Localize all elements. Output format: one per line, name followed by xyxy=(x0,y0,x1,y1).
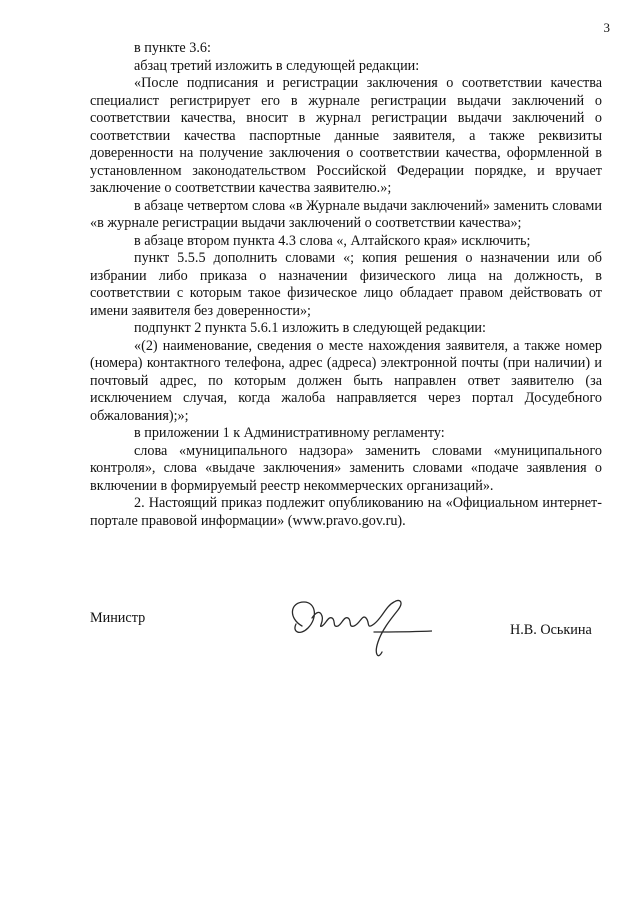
paragraph: слова «муниципального надзора» заменить словами «муниципального контроля», слова «выдаче заключения» заменить словами «подаче заявления о включении в формируемый реестр некоммерческих организаций». xyxy=(90,442,602,494)
paragraph: в пункте 3.6: xyxy=(134,40,211,56)
paragraph: «После подписания и регистрации заключения о соответствии качества специалист регистрирует его в журнале регистрации выдачи заключений о соответствии качества, вносит в журнал регистрации выдачи заключений о соответствии качества паспортные данные заявителя, а также реквизиты доверенности на получение заключения о соответствии качества, оформленной в установленном законодательством Российской Федерации порядке, и вручает заключение о соответствии качества заявителю.»; xyxy=(90,75,602,196)
paragraph: в абзаце четвертом слова «в Журнале выдачи заключений» заменить словами «в журнале регистрации выдачи заключений о соответствии качества»; xyxy=(90,197,602,231)
document-body xyxy=(90,40,602,530)
signatory-name: Н.В. Оськина xyxy=(510,622,592,638)
page-number: 3 xyxy=(603,20,610,35)
paragraph: абзац третий изложить в следующей редакции: xyxy=(134,57,420,74)
paragraph: в абзаце втором пункта 4.3 слова «, Алтайского края» исключить; xyxy=(134,232,531,249)
handwritten-signature-icon xyxy=(282,588,432,668)
paragraph: 2. Настоящий приказ подлежит опубликованию на «Официальном интернет-портале правовой информации» (www.pravo.gov.ru). xyxy=(90,495,602,529)
paragraph: подпункт 2 пункта 5.6.1 изложить в следующей редакции: xyxy=(134,320,486,336)
paragraph: пункт 5.5.5 дополнить словами «; копия решения о назначении или об избрании либо приказа о назначении физического лица на должность, в соответствии с которым такое физическое лицо обладает правом действовать от имени заявителя без доверенности»; xyxy=(90,250,602,319)
paragraph: в приложении 1 к Административному регламенту: xyxy=(134,425,445,441)
paragraph: «(2) наименование, сведения о месте нахождения заявителя, а также номер (номера) контактного телефона, адрес (адреса) электронной почты (при наличии) и почтовый адрес, по которым должен быть направлен ответ заявителю (за исключением случая, когда жалоба направляется через портал Досудебного обжалования);»; xyxy=(90,337,602,424)
signatory-role: Министр xyxy=(90,610,146,626)
